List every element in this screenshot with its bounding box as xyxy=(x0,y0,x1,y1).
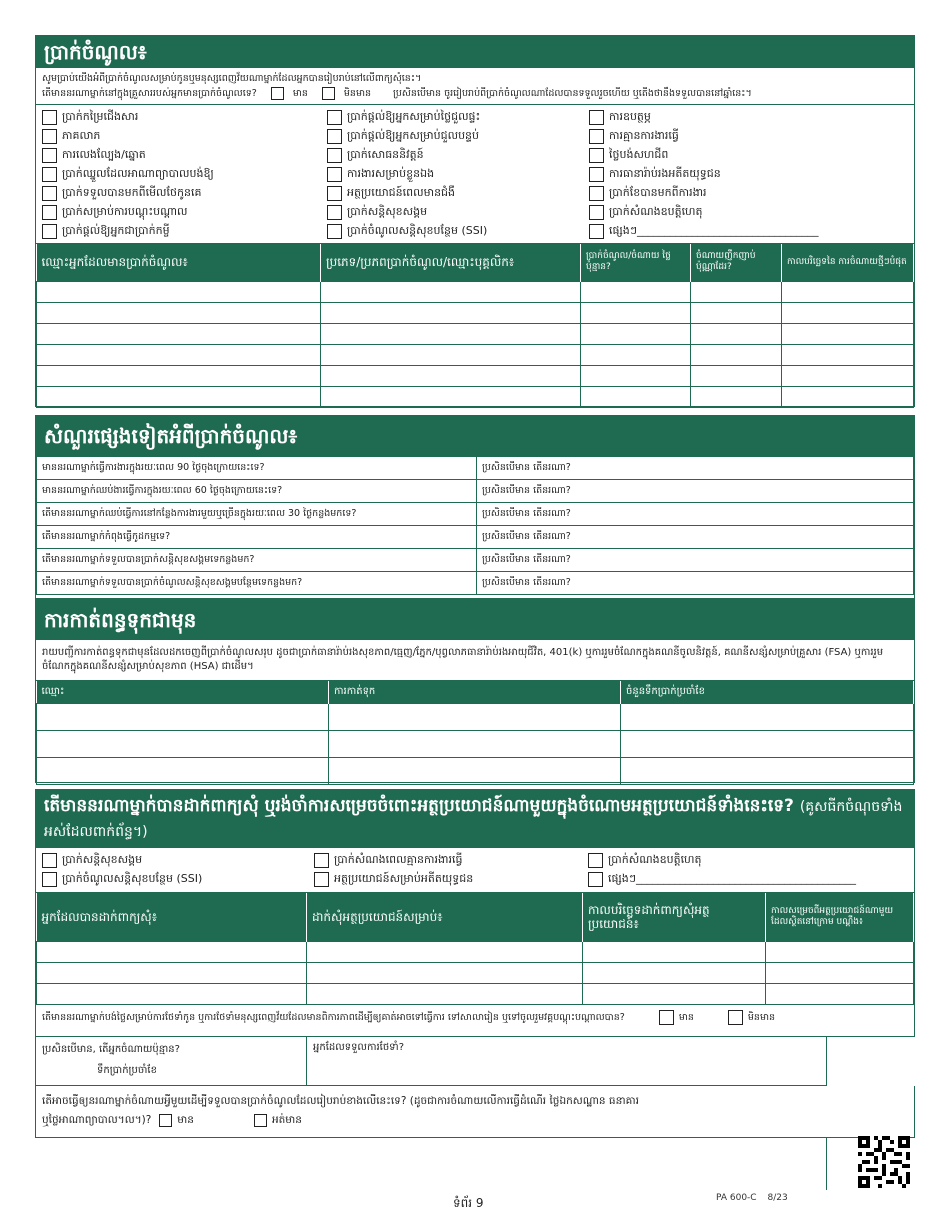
question-text: តើមាននរណាម្នាក់ទទួលបានប្រាក់ចំណូលសន្តិសុខសង្គមបន្ថែមទេកន្លងមក? xyxy=(37,572,477,595)
checkbox[interactable] xyxy=(327,224,342,239)
table-cell[interactable] xyxy=(37,941,307,962)
care-cost-label: ប្រសិនបើមាន, តើអ្នកចំណាយប៉ុន្មាន? xyxy=(42,1044,180,1055)
table-cell[interactable] xyxy=(307,941,583,962)
form-id-text: PA 600-C xyxy=(716,1193,757,1203)
other-questions-title: សំណួរផ្សេងទៀតអំពីប្រាក់ចំណូល៖ xyxy=(36,416,914,456)
benefit-type-label: ប្រាក់សំណងឧបត្តិហេតុ xyxy=(608,852,702,866)
question-text: តើមាននរណាម្នាក់ឈប់ធ្វើការនៅកន្លែងការងារមួយឬច្រើនក្នុងរយៈពេល 30 ថ្ងៃកន្លងមកទេ? xyxy=(37,503,477,526)
table-cell[interactable] xyxy=(321,302,581,323)
form-id xyxy=(716,1193,788,1203)
income-type-label: ការឧបត្ថម្ភ xyxy=(609,109,651,123)
benefit-type-label: ប្រាក់សំណងពេលគ្មានការងារធ្វើ xyxy=(334,852,463,866)
qr-code-icon xyxy=(858,1136,910,1188)
table-cell[interactable] xyxy=(329,730,621,757)
care-cost-box[interactable] xyxy=(35,1036,307,1086)
income-type-item[interactable] xyxy=(42,184,327,203)
benefit-type-label: ប្រាក់ចំណូលសន្តិសុខបន្ថែម (SSI) xyxy=(62,871,203,885)
table-cell[interactable] xyxy=(583,941,766,962)
checkbox[interactable] xyxy=(42,148,57,163)
checkbox[interactable] xyxy=(589,224,604,239)
table-cell[interactable] xyxy=(583,962,766,983)
expense-no-checkbox[interactable] xyxy=(254,1114,267,1127)
income-type-item[interactable] xyxy=(327,127,589,146)
income-type-label: ប្រាក់សំណងឧបត្តិហេតុ xyxy=(609,204,703,218)
income-intro xyxy=(36,68,914,105)
care-recipient-label: អ្នកដែលទទួលការថែទាំ? xyxy=(313,1042,405,1053)
care-monthly-label: ទឹកប្រាក់ប្រចាំខែ xyxy=(97,1065,157,1076)
deductions-title: ការកាត់ពន្ធទុកជាមុន xyxy=(36,600,914,640)
income-type-item[interactable] xyxy=(589,184,908,203)
care-support-no-checkbox[interactable] xyxy=(728,1010,743,1025)
benefit-type-label: ផ្សេងៗ________________________________________ xyxy=(608,871,856,885)
table-cell[interactable] xyxy=(581,365,691,386)
table-cell[interactable] xyxy=(782,302,914,323)
table-cell[interactable] xyxy=(37,281,321,302)
income-type-item[interactable] xyxy=(589,165,908,184)
care-recipient-box[interactable] xyxy=(306,1036,827,1086)
income-type-checkboxes xyxy=(36,105,914,244)
answer-field[interactable]: ប្រសិនបើមាន តើនរណា? xyxy=(477,457,914,480)
income-type-item[interactable] xyxy=(327,203,589,222)
income-type-label: ប្រាក់ផ្តល់ឱ្យអ្នកសម្រាប់ជួលបន្ទប់ xyxy=(347,128,480,142)
care-support-row xyxy=(36,1005,914,1031)
table-cell[interactable] xyxy=(581,386,691,407)
table-cell[interactable] xyxy=(621,703,914,730)
table-cell[interactable] xyxy=(321,281,581,302)
income-type-label: អត្ថប្រយោជន៍ពេលមានជំងឺ xyxy=(347,185,456,199)
checkbox[interactable] xyxy=(42,186,57,201)
checkbox[interactable] xyxy=(589,167,604,182)
benefit-type-label: អត្ថប្រយោជន៍សម្រាប់អតីតយុទ្ធជន xyxy=(334,871,474,885)
table-cell[interactable] xyxy=(581,344,691,365)
income-type-label: ការធានារ៉ាប់រងអតីតយុទ្ធជន xyxy=(609,166,721,180)
checkbox[interactable] xyxy=(589,129,604,144)
benefits-header-decision: កាលសម្រេចពីអត្ថប្រយោជន៍ណាមួយដែលស្ថិតនៅក្រោម បណ្តឹង៖ xyxy=(766,893,914,941)
income-intro-question: តើមាននរណាម្នាក់នៅក្នុងគ្រួសាររបស់អ្នកមានប្រាក់ចំណូលទេ? xyxy=(42,88,257,99)
income-type-label: ថ្លៃបង់សហជីព xyxy=(609,147,669,161)
income-header-amount: ប្រាក់ចំណូល/ចំណាយ ថ្លៃប៉ុន្មាន? xyxy=(581,244,691,281)
other-questions-table xyxy=(36,456,914,595)
checkbox[interactable] xyxy=(327,205,342,220)
income-type-label: ភាគលាភ xyxy=(62,128,101,142)
table-row xyxy=(37,730,914,757)
income-type-item[interactable] xyxy=(327,146,589,165)
deductions-table xyxy=(36,681,914,785)
checkbox[interactable] xyxy=(327,186,342,201)
table-row xyxy=(37,281,914,302)
income-type-item[interactable] xyxy=(589,203,908,222)
expense-question-line2: ឬថ្លៃអាណាព្យាបាល។ល។)? xyxy=(42,1114,152,1126)
table-cell[interactable] xyxy=(37,757,329,784)
table-cell[interactable] xyxy=(782,323,914,344)
table-row xyxy=(37,962,914,983)
expense-no-label: អត់មាន xyxy=(271,1114,302,1126)
income-type-item[interactable] xyxy=(42,203,327,222)
question-text: តើមាននរណាម្នាក់ទទួលបានប្រាក់សន្តិសុខសង្គមទេកន្លងមក? xyxy=(37,549,477,572)
table-cell[interactable] xyxy=(691,365,782,386)
checkbox[interactable] xyxy=(42,110,57,125)
benefit-type-item[interactable] xyxy=(314,851,588,870)
checkbox[interactable] xyxy=(42,129,57,144)
table-cell[interactable] xyxy=(766,983,914,1004)
table-row xyxy=(37,983,914,1004)
table-cell[interactable] xyxy=(691,302,782,323)
deductions-intro: រាយបញ្ជីការកាត់ពន្ធទុកជាមុនដែលដកចេញពីប្រាក់ចំណូលសរុប ដូចជាប្រាក់ធានារ៉ាប់រងសុខភាព/ធ្មេញ/ភ្នែក/បុព្វលាភធានារ៉ាប់រងអាយុជីវិត, 401(k) ឬការរួមចំណែកក្នុងគណនីចូលនិវត្តន៍, គណនីសន្សំសម្រាប់គ្រួសារ (FSA) ឬការរួមចំណែកក្នុងគណនីសន្សំសម្រាប់សុខភាព (HSA) ជាដើម។ xyxy=(36,640,914,681)
table-cell[interactable] xyxy=(37,323,321,344)
income-type-label: ប្រាក់ចំណូលសន្តិសុខបន្ថែម (SSI) xyxy=(347,223,488,237)
benefits-section xyxy=(35,789,915,1037)
care-support-yes-label: មាន xyxy=(678,1011,694,1023)
care-support-no-label: មិនមាន xyxy=(747,1011,776,1023)
deductions-header-deduction: ការកាត់ទុក xyxy=(329,681,621,703)
checkbox[interactable] xyxy=(327,110,342,125)
table-row xyxy=(37,323,914,344)
benefits-checkbox-column-3 xyxy=(588,851,908,889)
table-cell[interactable] xyxy=(581,302,691,323)
benefits-checkboxes xyxy=(36,848,914,893)
table-cell[interactable] xyxy=(691,344,782,365)
benefits-title: តើមាននរណាម្នាក់បានដាក់ពាក្យសុំ ឬរង់ចាំការសម្រេចចំពោះអត្ថប្រយោជន៍ណាមួយក្នុងចំណោមអត្ថប្រយោជន៍ទាំងនេះទេ? xyxy=(44,796,794,816)
question-text: តើមាននរណាម្នាក់កំពុងធ្វើកូដកម្មទេ? xyxy=(37,526,477,549)
table-cell[interactable] xyxy=(691,386,782,407)
table-cell[interactable] xyxy=(37,302,321,323)
table-cell[interactable] xyxy=(329,757,621,784)
income-type-item[interactable] xyxy=(589,127,908,146)
right-divider xyxy=(826,1138,827,1190)
checkbox[interactable] xyxy=(42,167,57,182)
table-cell[interactable] xyxy=(37,386,321,407)
income-table xyxy=(36,244,914,408)
checkbox[interactable] xyxy=(589,186,604,201)
table-row xyxy=(37,365,914,386)
table-row xyxy=(37,302,914,323)
income-yes-label: មាន xyxy=(292,88,308,99)
table-cell[interactable] xyxy=(307,983,583,1004)
checkbox[interactable] xyxy=(589,205,604,220)
care-support-yes-checkbox[interactable] xyxy=(659,1010,674,1025)
checkbox[interactable] xyxy=(314,853,329,868)
benefit-type-item[interactable] xyxy=(588,870,908,889)
income-type-label: ប្រាក់ទទួលបានមកពីមើលថែកូនគេ xyxy=(62,185,202,199)
income-type-label: ការគ្មានការងារធ្វើ xyxy=(609,128,679,142)
table-cell[interactable] xyxy=(621,757,914,784)
table-row xyxy=(37,526,914,549)
table-cell[interactable] xyxy=(37,344,321,365)
income-type-item[interactable] xyxy=(589,146,908,165)
checkbox[interactable] xyxy=(314,872,329,887)
income-yes-checkbox[interactable] xyxy=(271,87,284,100)
checkbox[interactable] xyxy=(327,129,342,144)
expense-question-box xyxy=(35,1086,915,1138)
other-questions-section xyxy=(35,415,915,599)
deductions-section xyxy=(35,599,915,783)
deductions-header-name: ឈ្មោះ xyxy=(37,681,329,703)
page-number: ទំព័រ 9 xyxy=(453,1196,484,1210)
table-row xyxy=(37,457,914,480)
expense-question-line1: តើអាចធ្វើឲ្យនរណាម្នាក់ចំណាយអ្វីមួយដើម្បីទទួលបានប្រាក់ចំណូលដែលរៀបរាប់ខាងលើនេះទេ? (ដូចជាការចំណាយលើការធ្វើដំណើរ ថ្លៃឯកសណ្ឋាន ធនាគារ xyxy=(42,1095,639,1107)
table-cell[interactable] xyxy=(782,281,914,302)
income-type-label: ប្រាក់សម្រាប់ការបណ្តុះបណ្តាល xyxy=(62,204,188,218)
deductions-header-amount: ចំនួនទឹកប្រាក់ប្រចាំខែ xyxy=(621,681,914,703)
form-date-text: 8/23 xyxy=(767,1193,788,1203)
checkbox[interactable] xyxy=(588,872,603,887)
income-type-item[interactable] xyxy=(327,222,589,241)
question-text: មាននរណាម្នាក់ធ្វើការងារក្នុងរយៈពេល 90 ថ្ងៃចុងក្រោយនេះទេ? xyxy=(37,457,477,480)
income-header-last-date: កាលបរិច្ឆេទនៃ ការចំណាយថ្មីៗបំផុត xyxy=(782,244,914,281)
checkbox[interactable] xyxy=(589,110,604,125)
benefit-type-item[interactable] xyxy=(42,870,314,889)
income-section xyxy=(35,35,915,407)
income-type-item[interactable] xyxy=(42,127,327,146)
table-row xyxy=(37,549,914,572)
income-type-label: ប្រាក់សោធននិវត្តន៍ xyxy=(347,147,424,161)
table-cell[interactable] xyxy=(621,730,914,757)
expense-yes-label: មាន xyxy=(177,1114,194,1126)
table-cell[interactable] xyxy=(329,703,621,730)
table-cell[interactable] xyxy=(583,983,766,1004)
income-type-label: ប្រាក់ខែបានមកពីការងារ xyxy=(609,185,707,199)
income-type-item[interactable] xyxy=(327,165,589,184)
table-cell[interactable] xyxy=(37,983,307,1004)
table-row xyxy=(37,572,914,595)
checkbox[interactable] xyxy=(42,205,57,220)
table-row xyxy=(37,503,914,526)
benefits-header-applicant: អ្នកដែលបានដាក់ពាក្យសុំ៖ xyxy=(37,893,307,941)
table-cell[interactable] xyxy=(782,365,914,386)
benefit-type-item[interactable] xyxy=(588,851,908,870)
table-cell[interactable] xyxy=(37,365,321,386)
income-intro-tail: ប្រសិនបើមាន ចូររៀបរាប់ពីប្រាក់ចំណូលណាដែលបានទទួលរួចហើយ ឬតើងថានឹងទទួលបាននៅឆ្នាំនេះ។ xyxy=(393,88,752,99)
answer-field[interactable]: ប្រសិនបើមាន តើនរណា? xyxy=(477,572,914,595)
table-cell[interactable] xyxy=(321,365,581,386)
table-row xyxy=(37,757,914,784)
table-cell[interactable] xyxy=(321,344,581,365)
income-type-item[interactable] xyxy=(327,108,589,127)
answer-field[interactable]: ប្រសិនបើមាន តើនរណា? xyxy=(477,480,914,503)
table-cell[interactable] xyxy=(307,962,583,983)
income-type-item[interactable] xyxy=(589,222,908,241)
income-type-item[interactable] xyxy=(589,108,908,127)
checkbox[interactable] xyxy=(589,148,604,163)
checkbox[interactable] xyxy=(327,148,342,163)
answer-field[interactable]: ប្រសិនបើមាន តើនរណា? xyxy=(477,549,914,572)
benefits-checkbox-column-2 xyxy=(314,851,588,889)
benefits-header-date: កាលបរិច្ឆេទដាក់ពាក្យសុំអត្ថ ប្រយោជន៍៖ xyxy=(583,893,766,941)
answer-field[interactable]: ប្រសិនបើមាន តើនរណា? xyxy=(477,503,914,526)
table-cell[interactable] xyxy=(691,323,782,344)
income-checkbox-column-1 xyxy=(42,108,327,241)
checkbox[interactable] xyxy=(327,167,342,182)
table-cell[interactable] xyxy=(581,323,691,344)
table-cell[interactable] xyxy=(581,281,691,302)
table-row xyxy=(37,703,914,730)
income-header-name: ឈ្មោះអ្នកដែលមានប្រាក់ចំណូល៖ xyxy=(37,244,321,281)
income-checkbox-column-2 xyxy=(327,108,589,241)
income-type-label: ប្រាក់ផ្តល់ឱ្យអ្នកសម្រាប់ថ្លៃជួលផ្ទះ xyxy=(347,109,481,123)
care-support-question: តើមាននរណាម្នាក់បង់ថ្លៃសម្រាប់ការថែទាំកូន ឬការថែទាំមនុស្សពេញវ័យដែលមានពិការភាពដើម្បីឲ្យគាត់អាចទៅធ្វើការ ទៅសាលារៀន ឬទៅចូលរួមវគ្គបណ្តុះបណ្តាលបាន? xyxy=(42,1011,625,1023)
benefits-subtitle: (គូសធីកចំណុចទាំងអស់ដែលពាក់ព័ន្ធ។) xyxy=(44,799,903,840)
checkbox[interactable] xyxy=(42,872,57,887)
table-row xyxy=(37,386,914,407)
table-cell[interactable] xyxy=(321,386,581,407)
income-type-label: ការលេងល្បែង/ឆ្នោត xyxy=(62,147,146,161)
benefit-type-label: ប្រាក់សន្តិសុខសង្គម xyxy=(62,852,143,866)
income-no-checkbox[interactable] xyxy=(322,87,335,100)
table-row xyxy=(37,480,914,503)
table-cell[interactable] xyxy=(37,730,329,757)
table-cell[interactable] xyxy=(782,344,914,365)
income-type-label: ប្រាក់ឈ្នួលដែលអាណាព្យាបាលបង់ឱ្យ xyxy=(62,166,214,180)
income-type-label: ប្រាក់ផ្តល់ឱ្យអ្នកជាប្រាក់កម្ចី xyxy=(62,223,170,237)
expense-yes-checkbox[interactable] xyxy=(159,1114,172,1127)
benefits-table xyxy=(36,893,914,1005)
question-text: មាននរណាម្នាក់ឈប់ងារធ្វើការក្នុងរយៈពេល 60 ថ្ងៃចុងក្រោយនេះទេ? xyxy=(37,480,477,503)
table-cell[interactable] xyxy=(37,703,329,730)
benefits-header xyxy=(36,790,914,848)
checkbox[interactable] xyxy=(588,853,603,868)
income-intro-line1: សូមប្រាប់យើងអំពីប្រាក់ចំណូលសម្រាប់កូនឬមនុស្សពេញវ័យណាម្នាក់ដែលអ្នកបានរៀបរាប់នៅលើពាក្យសុំនេះ។ xyxy=(42,73,422,84)
benefits-header-applied-for: ដាក់សុំអត្ថប្រយោជន៍សម្រាប់៖ xyxy=(307,893,583,941)
income-header-frequency: ចំណាយញឹកញាប់ ប៉ុណ្ណាដែរ? xyxy=(691,244,782,281)
checkbox[interactable] xyxy=(42,853,57,868)
table-row xyxy=(37,941,914,962)
income-no-label: មិនមាន xyxy=(343,88,372,99)
income-type-item[interactable] xyxy=(327,184,589,203)
income-checkbox-column-3 xyxy=(589,108,908,241)
table-cell[interactable] xyxy=(321,323,581,344)
income-type-label: ការងារសម្រាប់ខ្លួនឯង xyxy=(347,166,435,180)
benefits-checkbox-column-1 xyxy=(42,851,314,889)
table-cell[interactable] xyxy=(766,941,914,962)
income-title: ប្រាក់ចំណូល៖ xyxy=(36,36,914,68)
benefit-type-item[interactable] xyxy=(314,870,588,889)
table-cell[interactable] xyxy=(691,281,782,302)
benefit-type-item[interactable] xyxy=(42,851,314,870)
checkbox[interactable] xyxy=(42,224,57,239)
answer-field[interactable]: ប្រសិនបើមាន តើនរណា? xyxy=(477,526,914,549)
income-type-label: ប្រាក់សន្តិសុខសង្គម xyxy=(347,204,428,218)
table-cell[interactable] xyxy=(782,386,914,407)
income-type-item[interactable] xyxy=(42,165,327,184)
income-type-item[interactable] xyxy=(42,222,327,241)
table-cell[interactable] xyxy=(37,962,307,983)
income-type-label: ប្រាក់កម្រៃជើងសារ xyxy=(62,109,139,123)
income-type-item[interactable] xyxy=(42,108,327,127)
income-type-item[interactable] xyxy=(42,146,327,165)
table-row xyxy=(37,344,914,365)
income-header-type: ប្រភេទ/ប្រភពប្រាក់ចំណូល/ឈ្មោះបុគ្គលិក៖ xyxy=(321,244,581,281)
table-cell[interactable] xyxy=(766,962,914,983)
income-type-label: ផ្សេងៗ_________________________________ xyxy=(609,223,819,237)
